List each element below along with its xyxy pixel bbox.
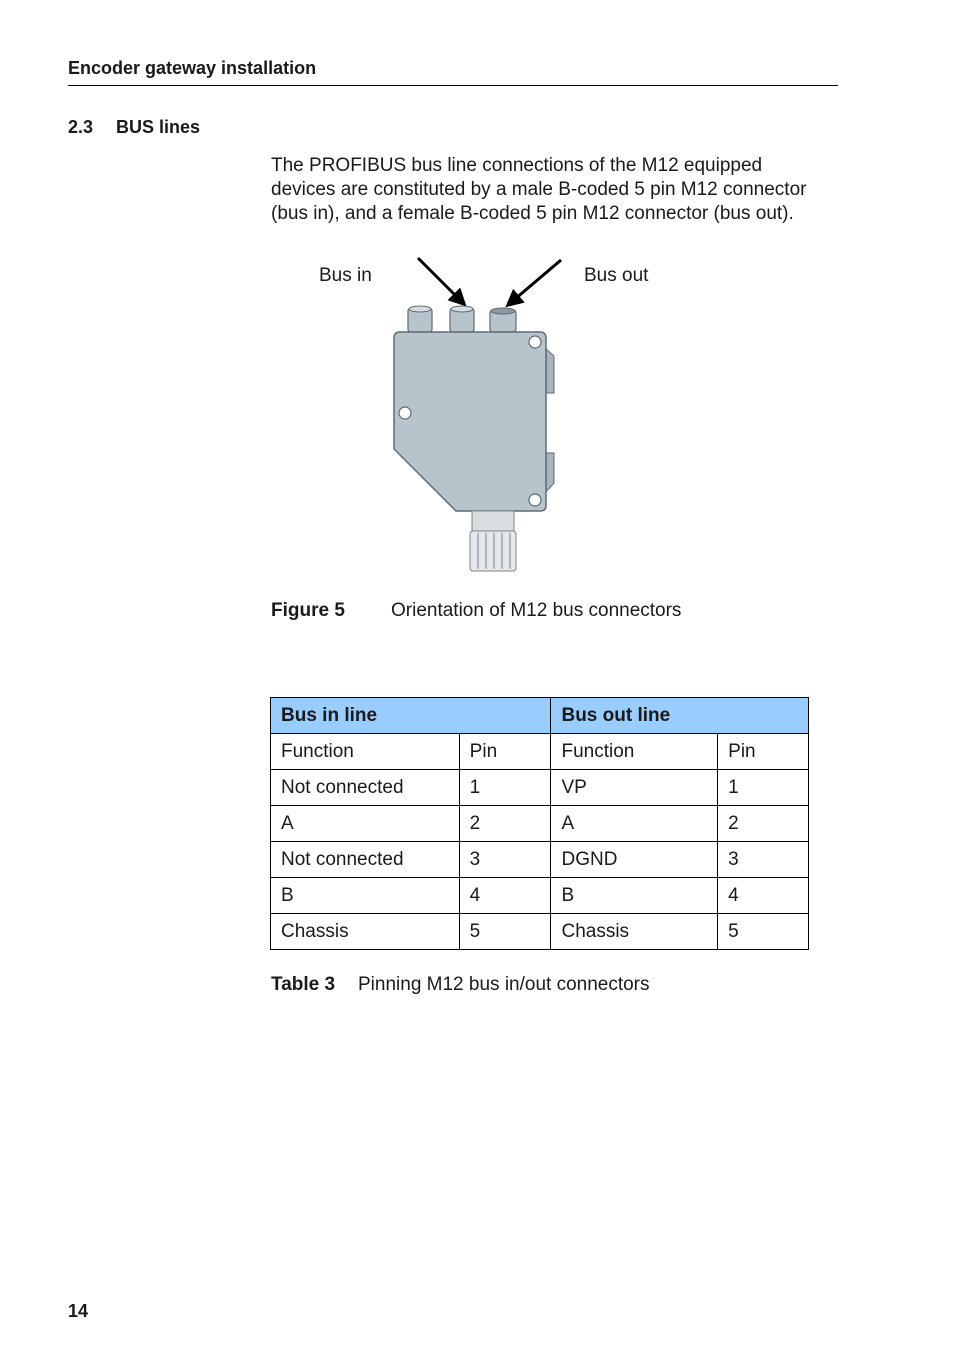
intro-paragraph: The PROFIBUS bus line connections of the M12 equipped devices are constituted by a male B-coded 5 pin M12 connector (bus in), and a female B-coded 5 pin M12 connector (bus out). — [271, 155, 807, 224]
table-caption-text: Pinning M12 bus in/out connectors — [358, 974, 650, 995]
table-cell: 1 — [718, 770, 809, 806]
label-bus-in: Bus in — [319, 265, 372, 286]
table-cell: VP — [551, 770, 718, 806]
table-cell: 3 — [718, 842, 809, 878]
table-cell: A — [271, 806, 460, 842]
table-cell: Not connected — [271, 842, 460, 878]
table-cell: Not connected — [271, 770, 460, 806]
device-body — [394, 332, 546, 511]
table-group-header-row — [271, 698, 809, 734]
table-cell: Chassis — [271, 914, 460, 950]
arrow-bus-in — [418, 258, 464, 304]
section-heading — [68, 117, 200, 138]
table-cell: Chassis — [551, 914, 718, 950]
table-caption-number: Table 3 — [271, 974, 336, 995]
section-title: BUS lines — [116, 117, 201, 137]
table-cell: 4 — [718, 878, 809, 914]
table-column-header-row — [271, 734, 809, 770]
gateway-device-illustration — [300, 248, 680, 578]
top-connectors — [408, 306, 516, 332]
figure-caption-text: Orientation of M12 bus connectors — [391, 600, 682, 621]
label-bus-out: Bus out — [584, 265, 649, 286]
table-cell: B — [551, 878, 718, 914]
table-cell: 2 — [459, 806, 551, 842]
table-caption — [271, 974, 650, 996]
figure-caption-number: Figure 5 — [271, 600, 345, 621]
table-row — [271, 806, 809, 842]
table-row — [271, 914, 809, 950]
table-cell: B — [271, 878, 460, 914]
column-header: Function — [271, 734, 460, 770]
table-cell: 3 — [459, 842, 551, 878]
column-header: Function — [551, 734, 718, 770]
table-cell: A — [551, 806, 718, 842]
page-number: 14 — [68, 1301, 89, 1321]
table-cell: 5 — [459, 914, 551, 950]
pinning-table — [270, 697, 809, 950]
table-row — [271, 770, 809, 806]
header-bus-out: Bus out line — [551, 698, 809, 734]
figure-caption — [271, 600, 681, 622]
bottom-connector — [470, 511, 516, 571]
header-bus-in: Bus in line — [271, 698, 551, 734]
table-row — [271, 878, 809, 914]
section-number: 2.3 — [68, 117, 94, 137]
arrow-bus-out — [508, 260, 561, 305]
table-cell: DGND — [551, 842, 718, 878]
table-cell: 5 — [718, 914, 809, 950]
column-header: Pin — [718, 734, 809, 770]
table-cell: 1 — [459, 770, 551, 806]
table-cell: 2 — [718, 806, 809, 842]
table-row — [271, 842, 809, 878]
header-title: Encoder gateway installation — [68, 58, 317, 78]
figure-m12-connectors — [300, 248, 680, 578]
column-header: Pin — [459, 734, 551, 770]
page-header — [68, 58, 838, 86]
table-cell: 4 — [459, 878, 551, 914]
